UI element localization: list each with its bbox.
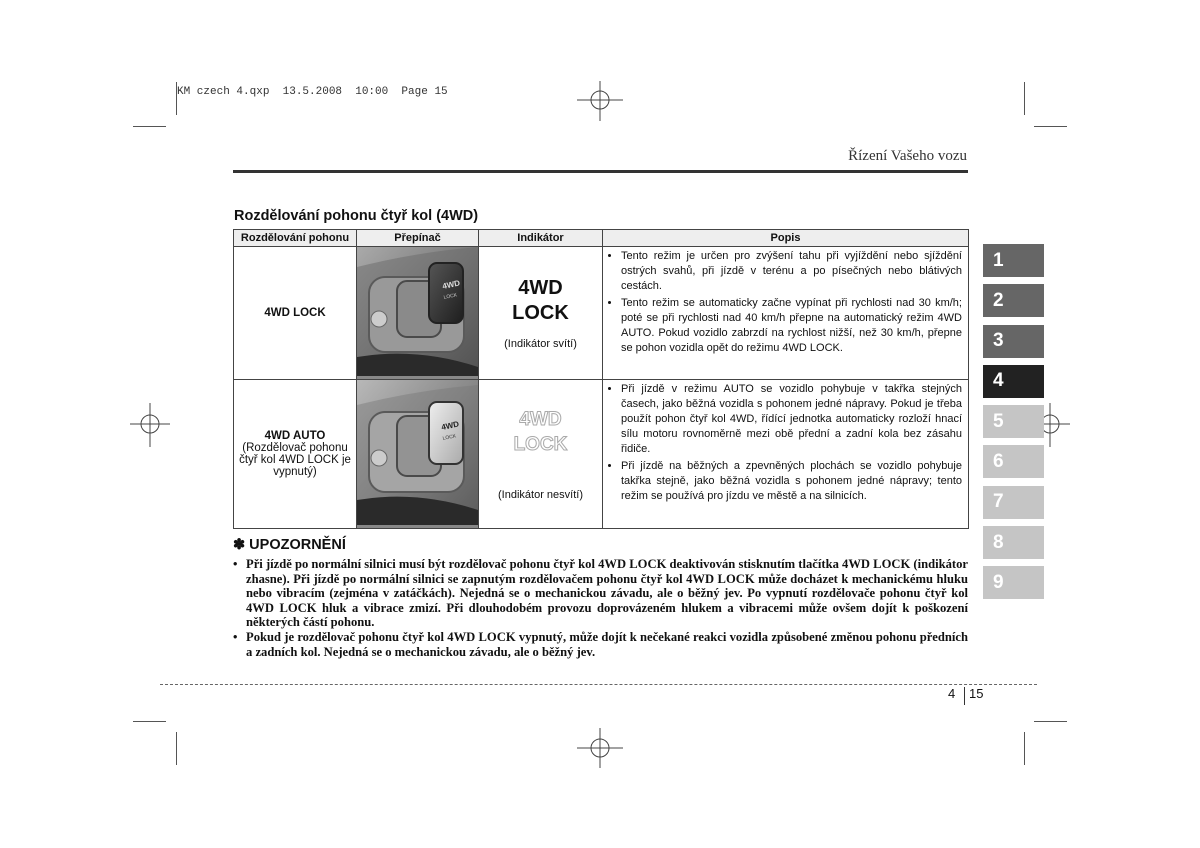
mode-name: 4WD LOCK [264, 307, 326, 319]
warning-list [233, 557, 968, 659]
description-cell [603, 247, 969, 380]
crop-mark [1024, 82, 1025, 115]
table-header-row [234, 230, 969, 247]
indicator-lit-icon [479, 276, 602, 326]
mode-note: (Rozdělovač pohonu čtyř kol 4WD LOCK je vypnutý) [239, 442, 351, 478]
mode-cell [234, 380, 357, 529]
header-rule [233, 170, 968, 173]
table-row [234, 380, 969, 529]
column-header: Indikátor [479, 230, 603, 247]
registration-mark-icon [577, 81, 623, 121]
column-header: Rozdělování pohonu [234, 230, 357, 247]
indicator-note: (Indikátor svítí) [504, 338, 577, 350]
description-bullet: • Při jízdě v režimu AUTO se vozidlo pohybuje v takřka stejných časech, jako běžná vozidla s pohonem jedné nápravy. Pokud je třeba použít pohon čtyř kol 4WD, řídící jednotka automaticky rozloží hnací sílu motoru rovnoměrně mezi obě přední a zadní kola bez zásahu řidiče. [621, 382, 962, 457]
chapter-tab-5[interactable]: 5 [983, 405, 1044, 438]
warning-item: • Při jízdě po normální silnici musí být rozdělovač pohonu čtyř kol 4WD LOCK deaktivován stisknutím tlačítka 4WD LOCK (indikátor zhasne). Při jízdě po normální silnici se zapnutým rozdělovačem pohonu čtyř kol 4WD LOCK může docházet k mechanickému hluku nebo vibracím (zejména v zatáčkách). Nejedná se o mechanickou závadu, ale o běžný jev. Po vypnutí rozdělovače pohonu čtyř kol 4WD LOCK hluk a vibrace zmizí. Při dlouhodobém provozu doprovázeném hlukem a vibracemi může ovšem dojít k poškození některých částí pohonu. [233, 557, 968, 630]
indicator-text: 4WD [518, 277, 563, 299]
chapter-tab-9[interactable]: 9 [983, 566, 1044, 599]
crop-mark [1034, 126, 1067, 127]
description-bullet: • Tento režim se automaticky začne vypínat při rychlosti nad 30 km/h; poté se při rychlosti nad 40 km/h přepne na automatický režim 4WD AUTO. Pokud vozidlo zabrzdí na rychlost nižší, než 30 km/h, přepne se pohon vozidla opět do režimu 4WD LOCK. [621, 296, 962, 356]
switch-photo [357, 380, 479, 529]
crop-mark [133, 126, 166, 127]
warning-item: • Pokud je rozdělovač pohonu čtyř kol 4WD LOCK vypnutý, může dojít k nečekané reakci vozidla způsobené změnou pohonu předních a zadních kol. Nejedná se o mechanickou závadu, ale o běžný jev. [233, 630, 968, 659]
indicator-text: LOCK [513, 434, 568, 455]
indicator-cell [479, 247, 603, 380]
mode-name: 4WD AUTO [264, 430, 326, 442]
switch-label: LOCK [443, 292, 458, 301]
column-header: Přepínač [357, 230, 479, 247]
chapter-tab-4[interactable]: 4 [983, 365, 1044, 398]
crop-mark [176, 732, 177, 765]
switch-label: LOCK [442, 433, 457, 442]
4wd-lock-switch-icon [357, 380, 478, 525]
column-header: Popis [603, 230, 969, 247]
switch-label: 4WD [441, 278, 461, 291]
chapter-tab-7[interactable]: 7 [983, 486, 1044, 519]
description-bullet: • Tento režim je určen pro zvýšení tahu při vyjíždění nebo sjíždění ostrých svahů, při jízdě v terénu a po písečných nebo blátivých cestách. [621, 249, 962, 294]
registration-mark-icon [130, 403, 170, 447]
chapter-tabs [983, 244, 1044, 607]
page-number-separator [964, 687, 965, 705]
chapter-tab-6[interactable]: 6 [983, 445, 1044, 478]
chapter-tab-1[interactable]: 1 [983, 244, 1044, 277]
chapter-tab-8[interactable]: 8 [983, 526, 1044, 559]
crop-mark [1034, 721, 1067, 722]
indicator-note: (Indikátor nesvítí) [498, 489, 583, 501]
switch-label: 4WD [440, 419, 460, 432]
registration-mark-icon [577, 728, 623, 768]
description-bullet: • Při jízdě na běžných a zpevněných plochách se vozidlo pohybuje takřka stejně, jako běžná vozidla s pohonem jedné nápravy; tento režim se používá pro jízdu ve městě a na silnicích. [621, 459, 962, 504]
table-row [234, 247, 969, 380]
indicator-cell [479, 380, 603, 529]
indicator-text: 4WD [519, 409, 562, 430]
section-title: Rozdělování pohonu čtyř kol (4WD) [234, 208, 479, 224]
footer-divider [160, 684, 1037, 685]
page-chapter: 4 [948, 686, 956, 701]
indicator-text: LOCK [512, 302, 569, 324]
switch-photo [357, 247, 479, 380]
4wd-lock-switch-icon [357, 247, 478, 376]
page-number: 15 [969, 686, 984, 701]
crop-mark [133, 721, 166, 722]
drive-mode-table [233, 229, 969, 529]
warning-title: ✽ UPOZORNĚNÍ [233, 537, 346, 553]
crop-mark [1024, 732, 1025, 765]
indicator-off-icon [479, 407, 602, 457]
description-cell [603, 380, 969, 529]
mode-cell [234, 247, 357, 380]
chapter-title: Řízení Vašeho vozu [848, 148, 967, 164]
chapter-tab-2[interactable]: 2 [983, 284, 1044, 317]
chapter-tab-3[interactable]: 3 [983, 325, 1044, 358]
print-slug: KM czech 4.qxp 13.5.2008 10:00 Page 15 [177, 86, 448, 98]
